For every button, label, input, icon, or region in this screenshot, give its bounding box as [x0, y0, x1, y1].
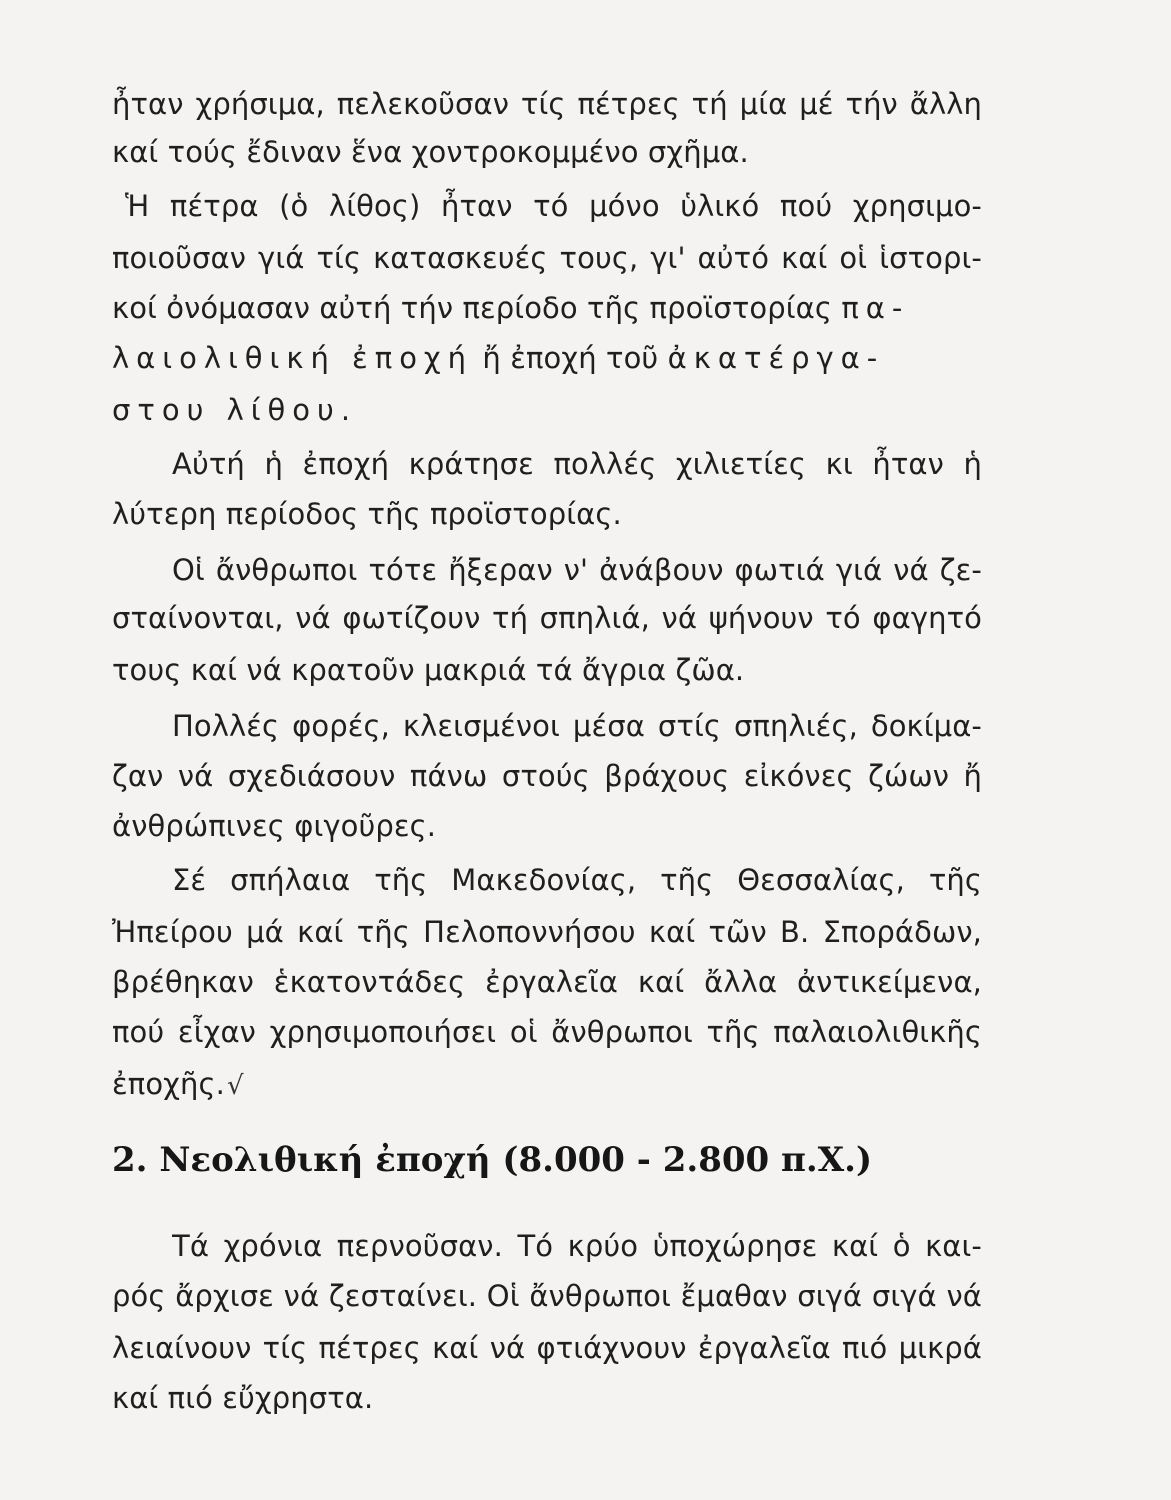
text-line: πού εἶχαν χρησιμοποιήσει οἱ ἄνθρωποι τῆς παλαιολιθικῆς: [112, 1015, 982, 1049]
text-line: Τά χρόνια περνοῦσαν. Τό κρύο ὑποχώρησε καί ὁ και-: [172, 1229, 982, 1263]
text-line: ἦταν χρήσιμα, πελεκοῦσαν τίς πέτρες τή μία μέ τήν ἄλλη: [112, 87, 982, 121]
text-line: Πολλές φορές, κλεισμένοι μέσα στίς σπηλιές, δοκίμα-: [172, 709, 982, 743]
text-line: ἀνθρώπινες φιγοῦρες.: [112, 809, 437, 843]
text-line: [112, 1064, 982, 1106]
text-line: ρός ἄρχισε νά ζεσταίνει. Οἱ ἄνθρωποι ἔμαθαν σιγά σιγά νά: [112, 1279, 982, 1313]
emphasized-term: λαιολιθική ἐποχή: [112, 341, 474, 375]
text-line: Αὐτή ἡ ἐποχή κράτησε πολλές χιλιετίες κι ἦταν ἡ: [172, 447, 982, 481]
emphasized-term: ἀκατέργα-: [667, 341, 885, 375]
text-line: Σέ σπήλαια τῆς Μακεδονίας, τῆς Θεσσαλίας, τῆς: [172, 863, 982, 897]
text-line: καί πιό εὔχρηστα.: [112, 1381, 374, 1415]
text-line: βρέθηκαν ἑκατοντάδες ἐργαλεῖα καί ἄλλα ἀντικείμενα,: [112, 965, 982, 999]
text-line: σταίνονται, νά φωτίζουν τή σπηλιά, νά ψήνουν τό φαγητό: [112, 601, 982, 635]
section-heading: 2. Νεολιθική ἐποχή (8.000 - 2.800 π.Χ.): [112, 1140, 873, 1180]
text-line: στου λίθου.: [112, 393, 358, 427]
text-line: λειαίνουν τίς πέτρες καί νά φτιάχνουν ἐργαλεῖα πιό μικρά: [112, 1331, 982, 1365]
text-line: ποιοῦσαν γιά τίς κατασκευές τους, γι' αὐτό καί οἱ ἱστορι-: [112, 241, 982, 275]
text-line: [112, 338, 982, 378]
handwritten-check-mark: √: [226, 1071, 244, 1101]
emphasized-term: πα-: [841, 291, 910, 325]
text-line: καί τούς ἔδιναν ἕνα χοντροκομμένο σχῆμα.: [112, 135, 749, 169]
text-line: ζαν νά σχεδιάσουν πάνω στούς βράχους εἰκόνες ζώων ἤ: [112, 759, 982, 793]
text-line: τους καί νά κρατοῦν μακριά τά ἄγρια ζῶα.: [112, 653, 745, 687]
text-line: Οἱ ἄνθρωποι τότε ἤξεραν ν' ἀνάβουν φωτιά γιά νά ζε-: [172, 553, 982, 587]
text-line: Ἡ πέτρα (ὁ λίθος) ἦταν τό μόνο ὑλικό πού χρησιμο-: [125, 189, 982, 223]
text-line: [112, 288, 982, 328]
text-line: Ἠπείρου μά καί τῆς Πελοποννήσου καί τῶν Β. Σποράδων,: [112, 915, 982, 949]
text-segment: κοί ὀνόμασαν αὐτή τήν περίοδο τῆς προϊστορίας: [112, 291, 832, 325]
text-segment: ἤ ἐποχή τοῦ: [482, 341, 659, 375]
text-line: λύτερη περίοδος τῆς προϊστορίας.: [112, 497, 622, 531]
text-segment: ἐποχῆς.: [112, 1067, 225, 1101]
